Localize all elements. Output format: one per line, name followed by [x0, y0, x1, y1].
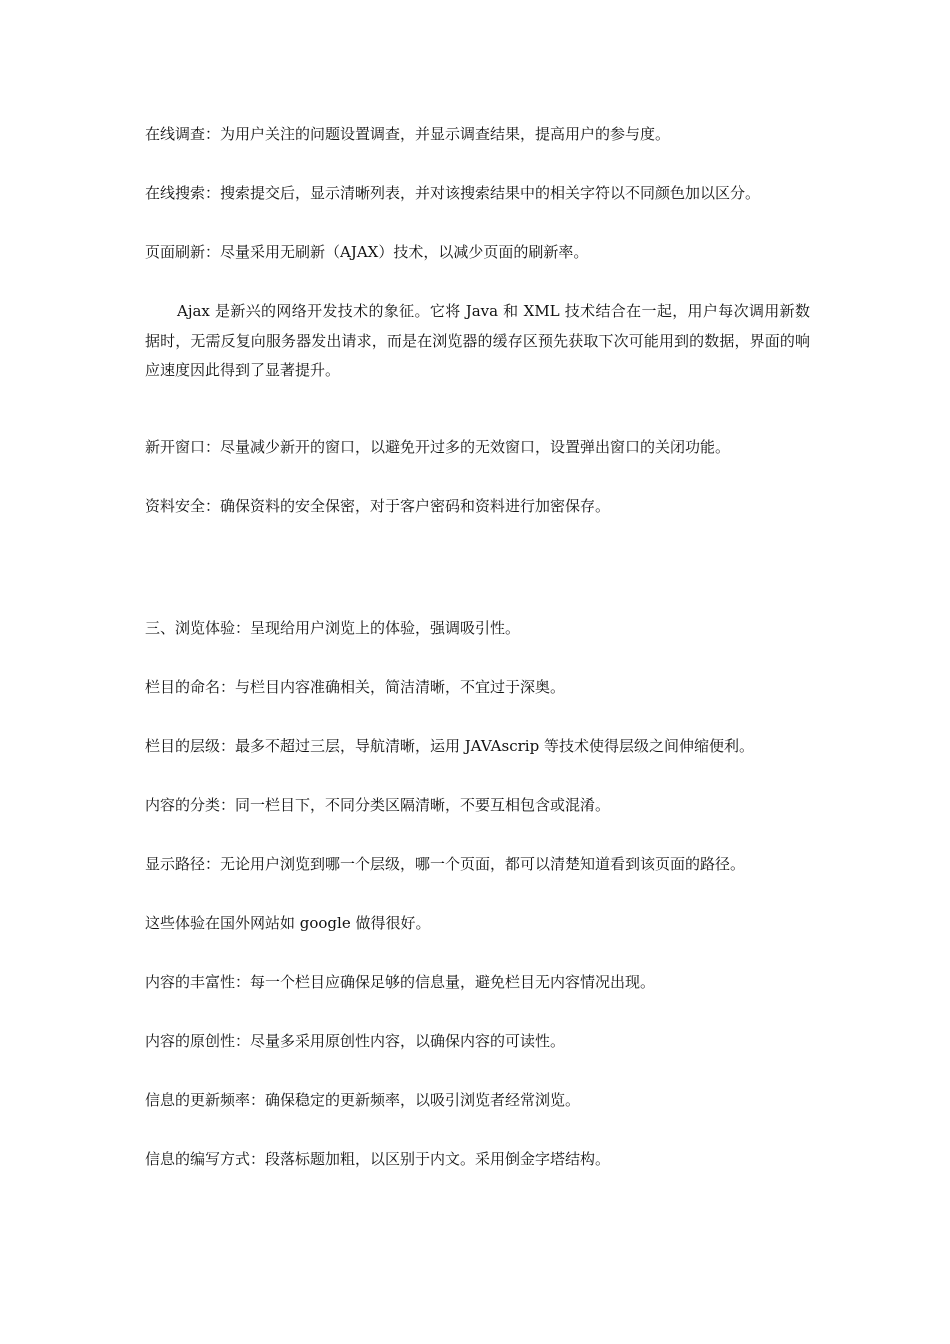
text-line-online-survey: 在线调查：为用户关注的问题设置调查，并显示调查结果，提高用户的参与度。: [145, 125, 671, 143]
text-line-column-hierarchy: 栏目的层级：最多不超过三层，导航清晰，运用 JAVAscrip 等技术使得层级之间伸缩便利。: [145, 737, 754, 755]
text-line-update-frequency: 信息的更新频率：确保稳定的更新频率，以吸引浏览者经常浏览。: [145, 1091, 581, 1109]
section-heading-browsing-experience: 三、浏览体验：呈现给用户浏览上的体验，强调吸引性。: [145, 619, 521, 637]
text-line-page-refresh: 页面刷新：尽量采用无刷新（AJAX）技术，以减少页面的刷新率。: [145, 243, 589, 261]
ajax-paragraph: Ajax 是新兴的网络开发技术的象征。它将 Java 和 XML 技术结合在一起，用户每次调用新数据时，无需反复向服务器发出请求，而是在浏览器的缓存区预先获取下次可能用到的数据，界面的响应速度因此得到了显著提升。: [145, 302, 810, 379]
text-line-content-originality: 内容的原创性：尽量多采用原创性内容，以确保内容的可读性。: [145, 1032, 566, 1050]
text-line-content-classification: 内容的分类：同一栏目下，不同分类区隔清晰，不要互相包含或混淆。: [145, 796, 611, 814]
text-line-column-naming: 栏目的命名：与栏目内容准确相关，简洁清晰，不宜过于深奥。: [145, 678, 566, 696]
text-line-display-path: 显示路径：无论用户浏览到哪一个层级，哪一个页面，都可以清楚知道看到该页面的路径。: [145, 855, 746, 873]
text-line-data-security: 资料安全：确保资料的安全保密，对于客户密码和资料进行加密保存。: [145, 497, 611, 515]
text-line-online-search: 在线搜索：搜索提交后，显示清晰列表，并对该搜索结果中的相关字符以不同颜色加以区分。: [145, 184, 761, 202]
text-line-writing-style: 信息的编写方式：段落标题加粗，以区别于内文。采用倒金字塔结构。: [145, 1150, 611, 1168]
text-line-content-richness: 内容的丰富性：每一个栏目应确保足够的信息量，避免栏目无内容情况出现。: [145, 973, 656, 991]
text-line-google-example: 这些体验在国外网站如 google 做得很好。: [145, 914, 431, 932]
text-line-new-window: 新开窗口：尽量减少新开的窗口，以避免开过多的无效窗口，设置弹出窗口的关闭功能。: [145, 438, 731, 456]
